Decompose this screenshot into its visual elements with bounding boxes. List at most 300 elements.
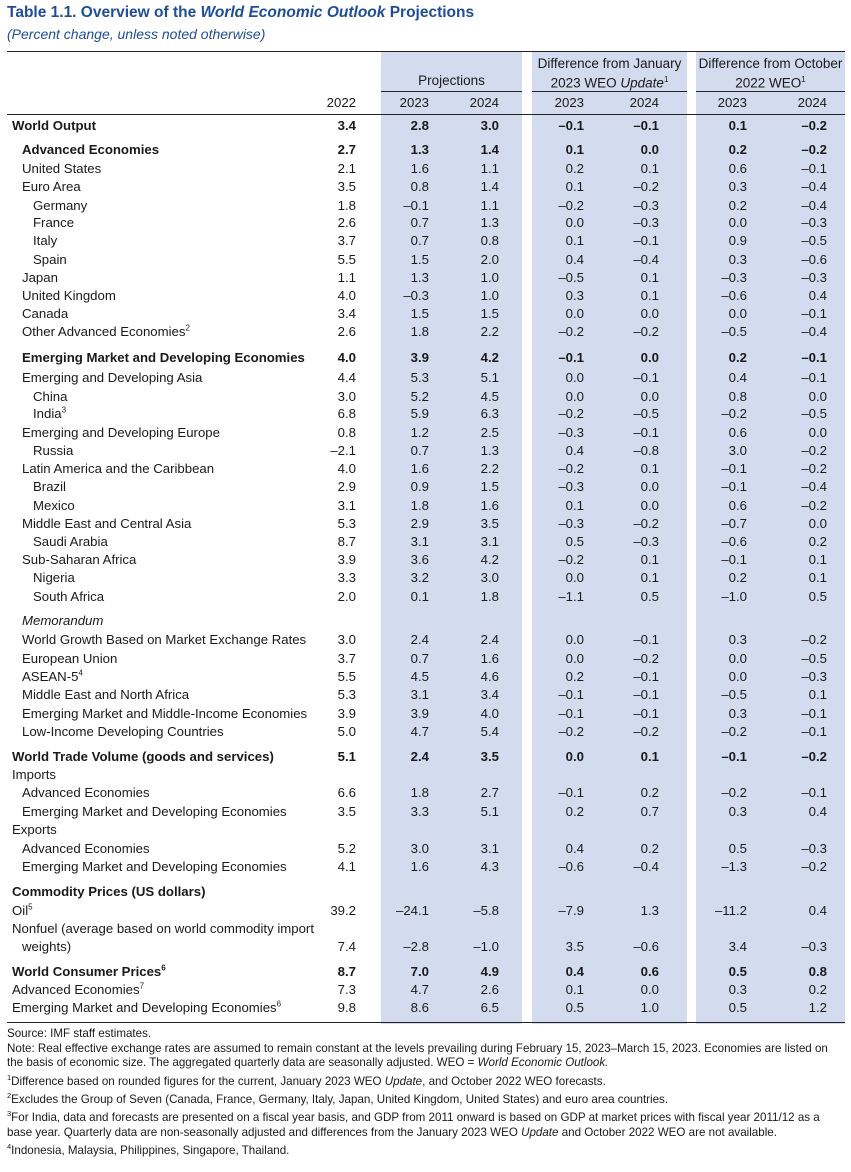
table-title: Table 1.1. Overview of the World Economic Outlook Projections (7, 4, 475, 21)
row-value: –0.2 (633, 651, 659, 666)
row-value: 9.8 (337, 1000, 356, 1015)
row-value: 0.1 (808, 552, 827, 567)
row-label: Euro Area (22, 179, 81, 194)
row-value: 4.0 (337, 350, 356, 365)
row-value: –0.6 (801, 252, 827, 267)
row-label: Russia (33, 443, 74, 458)
row-value: –7.9 (558, 903, 584, 918)
row-value: 2.1 (337, 161, 356, 176)
row-value: 3.9 (337, 552, 356, 567)
row-value: 0.5 (728, 841, 747, 856)
row-value: –0.1 (633, 233, 659, 248)
row-value: –0.5 (801, 406, 827, 421)
row-value: 1.4 (480, 142, 499, 157)
row-value: 0.0 (728, 651, 747, 666)
row-label: Exports (12, 822, 57, 837)
row-value: 7.4 (337, 939, 356, 954)
row-value: –0.2 (558, 552, 584, 567)
row-value: –0.5 (801, 651, 827, 666)
row-value: 0.8 (410, 179, 429, 194)
row-value: 3.0 (480, 570, 499, 585)
row-value: 4.0 (480, 706, 499, 721)
table-row (0, 705, 851, 723)
row-value: 8.7 (337, 964, 356, 979)
row-value: 1.1 (480, 198, 499, 213)
row-value: 0.3 (728, 804, 747, 819)
table-row (0, 287, 851, 305)
top-rule (7, 51, 845, 52)
row-value: 0.4 (565, 252, 584, 267)
row-value: 4.9 (480, 964, 499, 979)
row-value: –0.6 (558, 859, 584, 874)
row-value: 1.8 (410, 324, 429, 339)
row-label: South Africa (33, 589, 105, 604)
footnote-3: $^3$For India, data and forecasts are presented on a fiscal year basis, and GDP from 2011 onward is based on GDP at market prices with fiscal year 2011/12 as a base year. Quarterly data are non-seasonally adjusted and differences from the January 2023 WEO Update and October 2022 WEO are not available. (7, 1109, 820, 1139)
row-value: 0.0 (728, 669, 747, 684)
row-value: 6.8 (337, 406, 356, 421)
row-value: 0.1 (728, 118, 747, 133)
row-value: 0.0 (728, 215, 747, 230)
row-value: –0.1 (721, 479, 747, 494)
row-value: 3.7 (337, 651, 356, 666)
row-value: 3.1 (337, 498, 356, 513)
table-row (0, 232, 851, 250)
table-row (0, 588, 851, 606)
row-value: –0.2 (558, 724, 584, 739)
row-value: 1.6 (480, 498, 499, 513)
row-value: –0.2 (801, 118, 827, 133)
row-value: 4.1 (337, 859, 356, 874)
row-value: 0.8 (728, 389, 747, 404)
row-value: –0.5 (721, 687, 747, 702)
row-value: 0.1 (565, 179, 584, 194)
row-value: –0.2 (801, 498, 827, 513)
row-value: 0.5 (728, 964, 747, 979)
year-2024-jan: 2024 (629, 95, 659, 110)
row-label: Italy (33, 233, 58, 248)
row-value: 0.0 (565, 370, 584, 385)
table-row (0, 766, 851, 784)
row-value: 4.3 (480, 859, 499, 874)
projections-header: Projections (418, 73, 485, 88)
table-row (0, 460, 851, 478)
row-value: –0.1 (801, 724, 827, 739)
row-label: Brazil (33, 479, 66, 494)
year-2023-proj: 2023 (399, 95, 429, 110)
row-value: 4.4 (337, 370, 356, 385)
row-value: 0.7 (410, 215, 429, 230)
row-value: 0.0 (808, 425, 827, 440)
row-value: –0.2 (558, 406, 584, 421)
row-value: 1.8 (410, 785, 429, 800)
row-value: –0.3 (801, 270, 827, 285)
row-value: –0.5 (558, 270, 584, 285)
row-value: –0.1 (633, 370, 659, 385)
table-row (0, 723, 851, 741)
row-value: 0.0 (728, 306, 747, 321)
row-value: 3.9 (410, 706, 429, 721)
row-label: World Consumer Prices$^6$ (12, 963, 166, 979)
projections-underline (381, 91, 522, 92)
row-value: 0.5 (728, 1000, 747, 1015)
row-value: –0.2 (801, 749, 827, 764)
table-row (0, 349, 851, 367)
row-value: 2.0 (480, 252, 499, 267)
row-value: 3.6 (410, 552, 429, 567)
row-value: –1.1 (558, 589, 584, 604)
row-label: Emerging Market and Middle-Income Economies (22, 706, 308, 721)
row-value: –0.5 (801, 233, 827, 248)
row-value: 0.4 (565, 964, 584, 979)
row-value: 2.6 (337, 215, 356, 230)
row-value: 3.4 (337, 306, 356, 321)
row-value: 8.6 (410, 1000, 429, 1015)
january-diff-header: Difference from January 2023 WEO Update$^1$ (537, 56, 682, 91)
row-value: 3.3 (410, 804, 429, 819)
row-value: 0.1 (640, 570, 659, 585)
year-2024-proj: 2024 (469, 95, 499, 110)
row-value: 3.4 (728, 939, 747, 954)
row-value: 3.7 (337, 233, 356, 248)
row-value: 1.3 (480, 443, 499, 458)
october-diff-header: Difference from October 2022 WEO$^1$ (698, 56, 843, 91)
row-value: –0.3 (801, 841, 827, 856)
row-value: 3.3 (337, 570, 356, 585)
row-value: 1.5 (480, 479, 499, 494)
row-value: 0.2 (565, 669, 584, 684)
row-value: –0.1 (558, 350, 584, 365)
row-value: –0.1 (633, 425, 659, 440)
row-value: 3.5 (480, 516, 499, 531)
row-value: –0.2 (633, 324, 659, 339)
row-value: 1.0 (480, 288, 499, 303)
row-value: 1.5 (410, 306, 429, 321)
row-value: 0.1 (640, 288, 659, 303)
footnote-2: $^2$Excludes the Group of Seven (Canada, France, Germany, Italy, Japan, United Kingdom, United States) and euro area countries. (7, 1090, 669, 1106)
row-value: 0.0 (565, 570, 584, 585)
row-value: 0.0 (640, 389, 659, 404)
row-value: –0.5 (633, 406, 659, 421)
row-value: 3.0 (728, 443, 747, 458)
row-value: 0.6 (728, 498, 747, 513)
row-value: 0.2 (728, 142, 747, 157)
table-row (0, 197, 851, 215)
row-value: –0.6 (721, 288, 747, 303)
row-value: –0.3 (403, 288, 429, 303)
row-value: –0.3 (633, 534, 659, 549)
row-value: 7.3 (337, 982, 356, 997)
row-value: 6.6 (337, 785, 356, 800)
row-label: World Output (12, 118, 96, 133)
row-value: 3.0 (337, 389, 356, 404)
bottom-rule (7, 1022, 845, 1023)
row-value: 4.0 (337, 461, 356, 476)
row-value: 7.0 (410, 964, 429, 979)
row-value: 3.4 (337, 118, 356, 133)
row-label: United States (22, 161, 102, 176)
row-value: 0.2 (640, 785, 659, 800)
row-value: 0.7 (410, 651, 429, 666)
row-value: –0.2 (558, 198, 584, 213)
row-value: 2.6 (480, 982, 499, 997)
row-value: –0.1 (801, 785, 827, 800)
row-label: Emerging Market and Developing Economies (22, 804, 287, 819)
year-2024-oct: 2024 (797, 95, 827, 110)
row-value: 0.0 (565, 749, 584, 764)
row-value: –0.2 (801, 461, 827, 476)
row-value: 5.5 (337, 252, 356, 267)
row-value: –0.4 (801, 179, 827, 194)
row-value: 2.9 (410, 516, 429, 531)
october-underline (696, 91, 845, 92)
table-row (0, 551, 851, 569)
row-value: –11.2 (714, 903, 747, 918)
row-value: –0.1 (721, 749, 747, 764)
row-value: –0.4 (633, 252, 659, 267)
table-row (0, 981, 851, 999)
row-value: 2.7 (337, 142, 356, 157)
year-2023-oct: 2023 (717, 95, 747, 110)
row-value: –0.7 (721, 516, 747, 531)
row-value: 2.8 (410, 118, 429, 133)
row-value: –0.1 (633, 687, 659, 702)
table-row (0, 883, 851, 901)
row-value: –0.3 (633, 215, 659, 230)
row-value: –0.1 (721, 552, 747, 567)
row-value: 5.3 (410, 370, 429, 385)
row-label: United Kingdom (22, 288, 116, 303)
row-value: –0.5 (721, 324, 747, 339)
row-value: –0.4 (801, 198, 827, 213)
row-value: –0.3 (801, 939, 827, 954)
row-value: –0.8 (633, 443, 659, 458)
row-label: Emerging Market and Developing Economies$^6$ (12, 999, 282, 1015)
row-value: –0.1 (558, 785, 584, 800)
row-label: Other Advanced Economies$^2$ (22, 323, 190, 339)
table-row (0, 497, 851, 515)
row-value: 5.2 (410, 389, 429, 404)
row-value: –0.2 (633, 179, 659, 194)
row-value: –0.1 (801, 161, 827, 176)
table-row (0, 160, 851, 178)
row-value: –0.2 (801, 632, 827, 647)
row-value: 1.1 (480, 161, 499, 176)
row-value: 2.2 (480, 324, 499, 339)
year-2022: 2022 (326, 95, 356, 110)
row-value: 0.2 (808, 982, 827, 997)
row-value: 1.3 (410, 142, 429, 157)
row-value: 1.2 (410, 425, 429, 440)
row-value: 2.4 (480, 632, 499, 647)
row-value: 5.1 (337, 749, 356, 764)
row-label: Advanced Economies$^7$ (12, 981, 145, 997)
table-row (0, 612, 851, 630)
row-value: 0.5 (640, 589, 659, 604)
row-value: 1.8 (337, 198, 356, 213)
row-value: –0.2 (801, 859, 827, 874)
row-value: 0.2 (640, 841, 659, 856)
row-value: 1.5 (480, 306, 499, 321)
row-value: 3.5 (337, 179, 356, 194)
row-value: 0.0 (565, 632, 584, 647)
row-value: 0.8 (337, 425, 356, 440)
row-value: 0.3 (728, 252, 747, 267)
row-label: Advanced Economies (22, 142, 160, 157)
row-value: 0.2 (728, 570, 747, 585)
table-row (0, 840, 851, 858)
row-value: 0.4 (808, 804, 827, 819)
row-value: 1.4 (480, 179, 499, 194)
row-value: 3.5 (337, 804, 356, 819)
row-value: 1.3 (410, 270, 429, 285)
row-value: 1.0 (640, 1000, 659, 1015)
row-value: 0.5 (808, 589, 827, 604)
row-value: 1.3 (640, 903, 659, 918)
row-value: 5.0 (337, 724, 356, 739)
general-note: Note: Real effective exchange rates are assumed to remain constant at the levels prevailing during February 15, 2023–March 15, 2023. Economies are listed on the basis of economic size. The aggregated quarterly data are seasonally adjusted. WEO = World Economic Outlook. (7, 1041, 828, 1069)
row-label: India$^3$ (33, 405, 67, 421)
table-row (0, 938, 851, 956)
row-value: –1.3 (721, 859, 747, 874)
row-value: 0.0 (640, 982, 659, 997)
row-value: 1.6 (410, 461, 429, 476)
row-value: 0.1 (640, 461, 659, 476)
row-label: Latin America and the Caribbean (22, 461, 215, 476)
row-value: –2.8 (403, 939, 429, 954)
row-value: 0.1 (410, 589, 429, 604)
row-value: 0.8 (808, 964, 827, 979)
row-value: –0.3 (558, 516, 584, 531)
row-value: –0.4 (801, 324, 827, 339)
row-label: China (33, 389, 68, 404)
row-value: 1.0 (480, 270, 499, 285)
row-label: Nigeria (33, 570, 75, 585)
row-value: 0.3 (728, 982, 747, 997)
row-value: 0.5 (565, 534, 584, 549)
row-value: –0.1 (801, 350, 827, 365)
row-value: –0.1 (403, 198, 429, 213)
table-row (0, 902, 851, 920)
row-label: Emerging and Developing Asia (22, 370, 203, 385)
row-value: 0.4 (728, 370, 747, 385)
row-label: World Trade Volume (goods and services) (12, 749, 274, 764)
row-label: Advanced Economies (22, 841, 150, 856)
row-value: 39.2 (330, 903, 356, 918)
row-value: 4.6 (480, 669, 499, 684)
row-value: –0.2 (721, 724, 747, 739)
row-value: 0.7 (410, 443, 429, 458)
row-label: Sub-Saharan Africa (22, 552, 137, 567)
row-value: 3.0 (337, 632, 356, 647)
row-value: 0.1 (640, 552, 659, 567)
row-label: World Growth Based on Market Exchange Rates (22, 632, 307, 647)
row-value: 2.6 (337, 324, 356, 339)
row-value: 4.7 (410, 982, 429, 997)
row-value: 5.2 (337, 841, 356, 856)
table-row (0, 251, 851, 269)
row-value: 0.1 (640, 161, 659, 176)
row-value: 0.0 (640, 142, 659, 157)
row-value: 0.9 (728, 233, 747, 248)
row-label: Mexico (33, 498, 75, 513)
row-label: Oil$^5$ (12, 902, 33, 918)
row-label: Middle East and North Africa (22, 687, 190, 702)
row-value: 0.0 (565, 306, 584, 321)
row-value: –0.1 (801, 370, 827, 385)
row-label: Advanced Economies (22, 785, 150, 800)
row-label: Imports (12, 767, 56, 782)
row-value: 0.1 (640, 270, 659, 285)
row-value: 2.5 (480, 425, 499, 440)
row-value: –0.2 (801, 142, 827, 157)
table-row (0, 999, 851, 1017)
row-value: 5.3 (337, 687, 356, 702)
row-value: 4.0 (337, 288, 356, 303)
row-value: 0.6 (640, 964, 659, 979)
table-row (0, 369, 851, 387)
row-value: –0.4 (633, 859, 659, 874)
row-value: 5.3 (337, 516, 356, 531)
row-value: –24.1 (395, 903, 429, 918)
row-value: 3.4 (480, 687, 499, 702)
row-value: 0.0 (640, 306, 659, 321)
row-value: –0.2 (633, 724, 659, 739)
row-value: 3.9 (410, 350, 429, 365)
row-value: 0.6 (728, 425, 747, 440)
row-value: 0.1 (640, 749, 659, 764)
row-value: 0.0 (808, 389, 827, 404)
row-value: –0.3 (633, 198, 659, 213)
row-value: –0.1 (633, 118, 659, 133)
row-value: 0.1 (565, 233, 584, 248)
row-value: 3.2 (410, 570, 429, 585)
row-value: –0.2 (558, 461, 584, 476)
table-row (0, 424, 851, 442)
row-value: 4.5 (480, 389, 499, 404)
row-value: 3.1 (480, 534, 499, 549)
table-row (0, 533, 851, 551)
row-label: Emerging Market and Developing Economies (22, 859, 287, 874)
table-row (0, 305, 851, 323)
row-value: 0.1 (808, 687, 827, 702)
row-value: 1.1 (337, 270, 356, 285)
row-value: –0.3 (801, 215, 827, 230)
row-label: Saudi Arabia (33, 534, 108, 549)
row-value: –0.4 (801, 479, 827, 494)
table-row (0, 569, 851, 587)
row-value: 1.6 (410, 161, 429, 176)
row-value: –0.1 (801, 306, 827, 321)
row-value: 0.3 (728, 632, 747, 647)
row-value: 3.1 (410, 687, 429, 702)
row-value: 0.9 (410, 479, 429, 494)
row-value: 3.1 (480, 841, 499, 856)
footnote-1: $^1$Difference based on rounded figures for the current, January 2023 WEO Update, and October 2022 WEO forecasts. (7, 1072, 606, 1088)
row-value: 0.8 (480, 233, 499, 248)
row-value: –0.1 (801, 706, 827, 721)
row-value: –1.0 (473, 939, 499, 954)
row-value: 4.2 (480, 552, 499, 567)
row-value: 0.2 (565, 161, 584, 176)
row-value: 0.2 (565, 804, 584, 819)
row-value: 5.4 (480, 724, 499, 739)
table-row (0, 631, 851, 649)
source-note: Source: IMF staff estimates. (7, 1027, 152, 1040)
row-value: –0.6 (633, 939, 659, 954)
row-value: 2.7 (480, 785, 499, 800)
row-value: 1.5 (410, 252, 429, 267)
row-value: –0.2 (633, 516, 659, 531)
